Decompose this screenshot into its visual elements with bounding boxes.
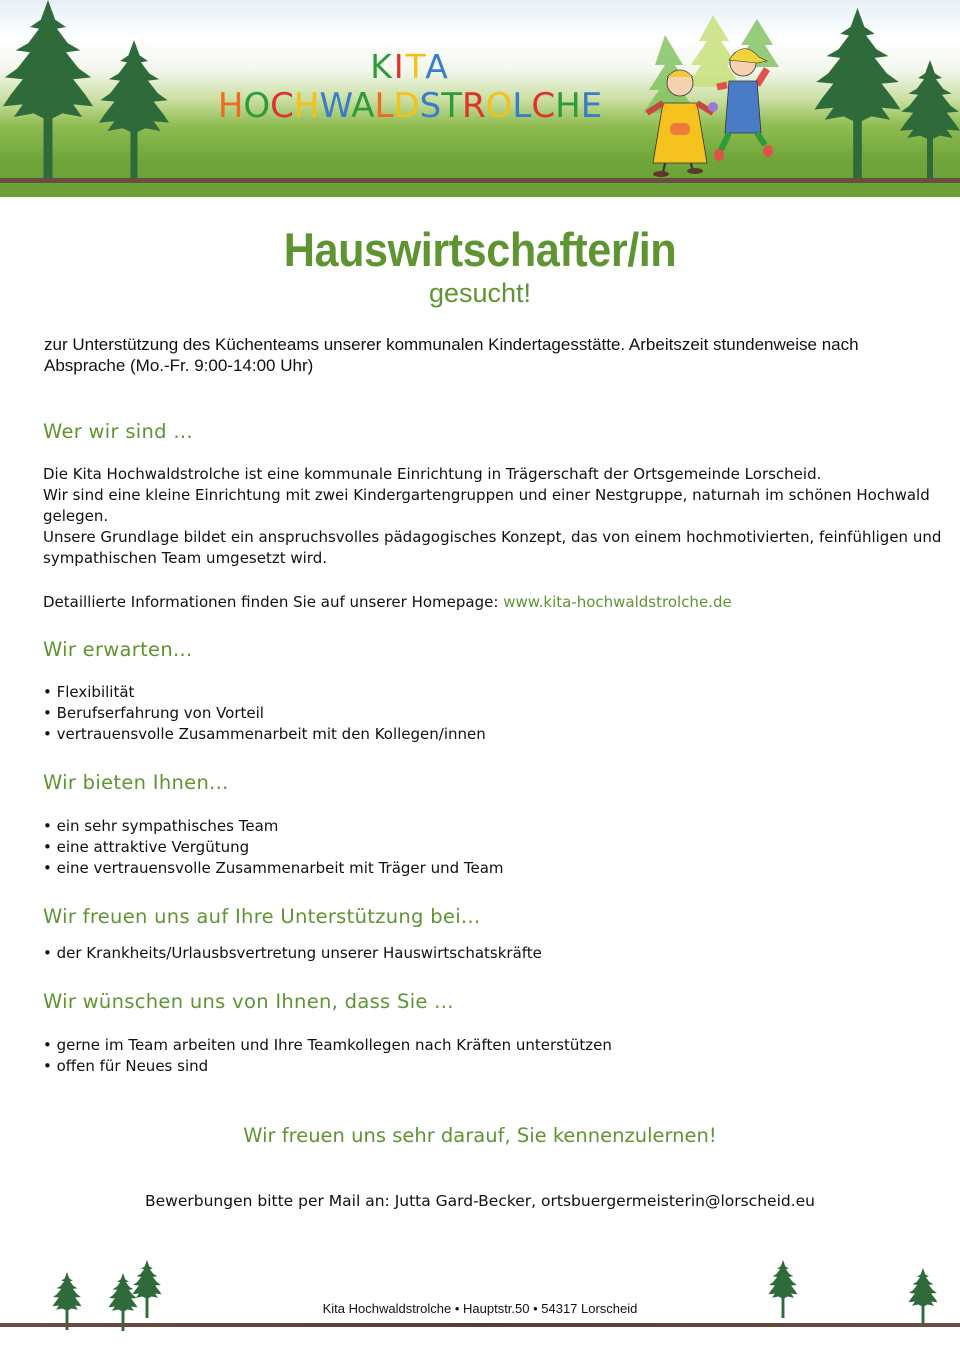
application-contact: Bewerbungen bitte per Mail an: Jutta Gard-Becker, ortsbuergermeisterin@lorscheid.eu <box>145 1192 815 1210</box>
logo-letter: I <box>393 47 406 86</box>
closing-text: Wir freuen uns sehr darauf, Sie kennenzulernen! <box>243 1124 717 1147</box>
footer-address: Kita Hochwaldstrolche • Hauptstr.50 • 54317 Lorscheid <box>322 1301 638 1316</box>
logo-letter: T <box>441 86 463 126</box>
logo-letter: W <box>319 86 352 126</box>
offer-list <box>43 816 943 879</box>
homepage-info-label: Detaillierte Informationen finden Sie auf unserer Homepage: <box>43 593 504 611</box>
heading-we-wish: Wir wünschen uns von Ihnen, dass Sie ... <box>43 990 454 1013</box>
logo-letter: C <box>270 86 294 126</box>
list-item: • gerne im Team arbeiten und Ihre Teamkollegen nach Kräften unterstützen <box>43 1035 943 1056</box>
fir-tree-icon <box>890 60 960 180</box>
logo-letter: H <box>555 86 581 126</box>
logo-letter: O <box>485 86 513 126</box>
logo-letter: L <box>374 86 394 126</box>
wish-list <box>43 1035 943 1077</box>
list-item: • ein sehr sympathisches Team <box>43 816 943 837</box>
paragraph: Wir sind eine kleine Einrichtung mit zwei Kindergartengruppen und einer Nestgruppe, naturnah im schönen Hochwald gelegen. <box>43 486 930 525</box>
heading-we-expect: Wir erwarten... <box>43 638 193 661</box>
logo-letter: A <box>425 47 450 86</box>
header-banner <box>0 0 960 197</box>
list-item: • eine attraktive Vergütung <box>43 837 943 858</box>
paragraph: Die Kita Hochwaldstrolche ist eine kommunale Einrichtung in Trägerschaft der Ortsgemeinde Lorscheid. <box>43 465 822 483</box>
children-drawing-illustration <box>625 5 825 180</box>
logo-letter: T <box>405 47 426 86</box>
logo-letter: C <box>531 86 556 126</box>
fir-tree-icon <box>88 40 180 180</box>
logo-letter: S <box>419 86 442 126</box>
support-list <box>43 943 943 964</box>
logo-letter: D <box>393 86 420 126</box>
heading-support: Wir freuen uns auf Ihre Unterstützung bei... <box>43 905 481 928</box>
footer-ground-line <box>0 1323 960 1327</box>
list-item: • Flexibilität <box>43 682 943 703</box>
list-item: • offen für Neues sind <box>43 1056 943 1077</box>
homepage-info <box>43 592 943 613</box>
list-item: • eine vertrauensvolle Zusammenarbeit mit Träger und Team <box>43 858 943 879</box>
ground-line <box>0 178 960 183</box>
logo-letter: O <box>243 86 271 126</box>
logo-letter: L <box>512 86 532 126</box>
intro-text: zur Unterstützung des Küchenteams unserer kommunalen Kindertagesstätte. Arbeitszeit stundenweise nach Absprache (Mo.-Fr. 9:00-14:00 Uhr) <box>44 335 859 375</box>
logo-letter: R <box>462 86 486 126</box>
list-item: • vertrauensvolle Zusammenarbeit mit den Kollegen/innen <box>43 724 943 745</box>
fir-tree-icon <box>0 0 98 180</box>
page-title: Hauswirtschafter/in <box>283 223 677 276</box>
logo-line-kita <box>190 48 630 86</box>
page-subtitle: gesucht! <box>428 278 532 308</box>
logo-letter: E <box>580 86 603 126</box>
logo-letter: H <box>293 86 320 126</box>
expect-list <box>43 682 943 745</box>
homepage-link[interactable]: www.kita-hochwaldstrolche.de <box>503 593 732 611</box>
list-item: • der Krankheits/Urlausbsvertretung unserer Hauswirtschatskräfte <box>43 943 943 964</box>
logo-letter: K <box>370 47 394 86</box>
heading-who-we-are: Wer wir sind ... <box>43 420 193 443</box>
paragraph: Unsere Grundlage bildet ein anspruchsvolles pädagogisches Konzept, das von einem hochmotivierten, feinfühligen und sympathischen Team umgesetzt wird. <box>43 528 942 567</box>
who-we-are-text <box>43 464 943 569</box>
list-item: • Berufserfahrung von Vorteil <box>43 703 943 724</box>
heading-we-offer: Wir bieten Ihnen... <box>43 771 229 794</box>
fir-tree-icon <box>900 1268 946 1326</box>
logo-line-hochwaldstrolche <box>190 86 630 126</box>
logo-letter: H <box>217 86 244 126</box>
footer <box>0 1255 960 1358</box>
kita-logo <box>190 48 630 126</box>
logo-letter: A <box>351 86 375 126</box>
